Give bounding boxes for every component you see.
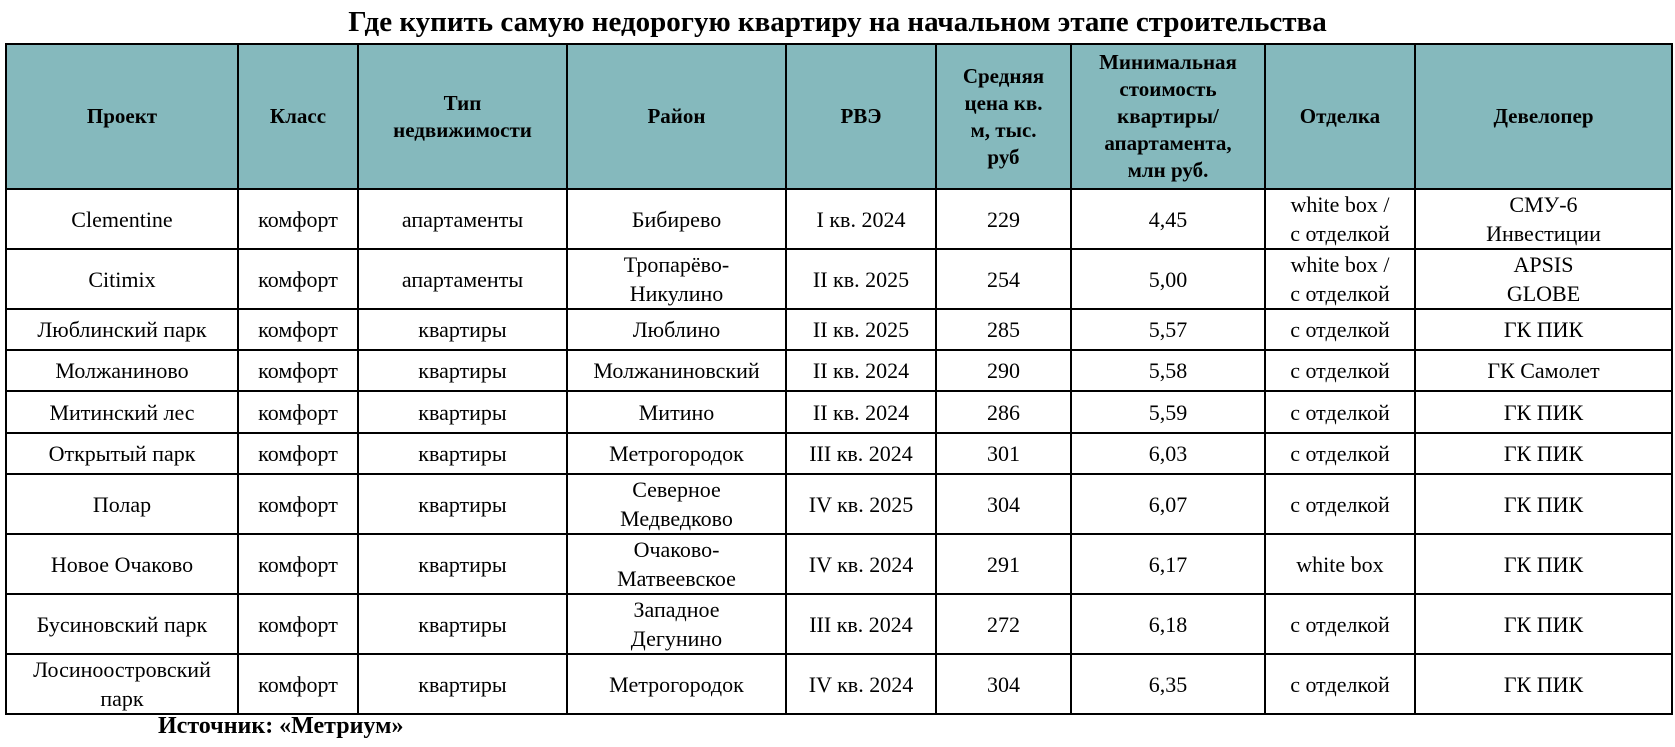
cell-finish [1265,474,1415,534]
cell-finish [1265,391,1415,433]
cell-line: с отделкой [1290,491,1390,517]
cell-type: апартаменты [358,189,567,249]
cell-line: Молжаниновский [593,358,760,383]
cell-line: Новое Очаково [50,551,194,577]
cell-mincost: 5,57 [1071,309,1265,350]
cell-line: Бибирево [631,206,722,232]
cell-line: GLOBE [1506,281,1581,306]
cell-line: Матвеевское [617,566,736,591]
cell-price: 272 [936,594,1071,654]
cell-line: Митино [638,399,715,425]
cell-type: квартиры [358,433,567,474]
cell-project [6,189,238,249]
table-row [6,391,1672,433]
cell-price: 229 [936,189,1071,249]
cell-rve: II кв. 2025 [786,249,936,309]
cell-district [567,474,786,534]
header-type [358,44,567,189]
header-min-cost-line: апартамента, [1104,131,1232,155]
cell-district [567,654,786,714]
cell-class: комфорт [238,350,358,391]
cell-type: квартиры [358,594,567,654]
cell-mincost: 6,17 [1071,534,1265,594]
cell-line: Дегунино [630,626,723,651]
cell-line: Западное [633,597,720,622]
cell-line: парк [100,686,144,711]
cell-line: ГК ПИК [1503,317,1584,342]
cell-line: Citimix [88,266,156,292]
cell-type: квартиры [358,654,567,714]
cell-rve: II кв. 2024 [786,350,936,391]
table-header-row [6,44,1672,189]
cell-finish [1265,350,1415,391]
cell-line: ГК ПИК [1503,491,1584,517]
table-row [6,433,1672,474]
cell-line: APSIS [1513,252,1574,277]
cell-line: с отделкой [1290,221,1390,246]
table-row [6,534,1672,594]
cell-line: Метрогородок [609,671,744,697]
cell-class: комфорт [238,249,358,309]
cell-mincost: 6,07 [1071,474,1265,534]
cell-class: комфорт [238,594,358,654]
cell-mincost: 5,58 [1071,350,1265,391]
cell-district [567,433,786,474]
cell-type: квартиры [358,309,567,350]
cell-price: 301 [936,433,1071,474]
cell-line: с отделкой [1290,358,1390,383]
cell-class: комфорт [238,474,358,534]
table-row [6,474,1672,534]
cell-finish [1265,594,1415,654]
cell-class: комфорт [238,433,358,474]
cell-line: ГК ПИК [1503,551,1584,577]
cell-finish [1265,654,1415,714]
cell-line: Никулино [629,281,724,306]
cell-line: СМУ-6 [1509,192,1578,217]
header-price-line: цена кв. [964,90,1043,115]
table-body [6,189,1672,714]
cell-developer [1415,654,1672,714]
cell-rve: III кв. 2024 [786,433,936,474]
cell-line: Инвестиции [1486,221,1601,246]
cell-line: Clementine [71,206,173,232]
cell-project [6,474,238,534]
source-note: Источник: «Метриум» [158,713,404,739]
cell-line: Очаково- [633,537,720,562]
cell-line: Молжаниново [55,358,189,383]
cell-line: white box / [1290,252,1390,277]
cell-mincost: 4,45 [1071,189,1265,249]
cell-mincost: 5,00 [1071,249,1265,309]
cell-project [6,534,238,594]
cell-line: Медведково [620,506,733,531]
cell-line: с отделкой [1290,399,1390,425]
cell-price: 291 [936,534,1071,594]
cell-district [567,350,786,391]
cell-project [6,350,238,391]
table-row [6,654,1672,714]
header-type-line: Тип [443,90,482,115]
header-min-cost-line: млн руб. [1127,158,1209,182]
page-title: Где купить самую недорогую квартиру на начальном этапе строительства [348,6,1327,38]
cell-district [567,189,786,249]
cell-type: квартиры [358,534,567,594]
cell-district [567,534,786,594]
header-project: Проект [6,44,238,189]
cell-rve: III кв. 2024 [786,594,936,654]
cell-class: комфорт [238,189,358,249]
cell-rve: I кв. 2024 [786,189,936,249]
cell-line: Северное [632,477,721,502]
cell-rve: II кв. 2025 [786,309,936,350]
data-table [5,43,1673,715]
cell-developer [1415,189,1672,249]
cell-rve: IV кв. 2024 [786,654,936,714]
cell-price: 285 [936,309,1071,350]
cell-line: ГК ПИК [1503,399,1584,425]
cell-mincost: 6,03 [1071,433,1265,474]
cell-mincost: 6,35 [1071,654,1265,714]
cell-project [6,249,238,309]
cell-line: white box / [1290,192,1390,217]
cell-price: 254 [936,249,1071,309]
cell-type: квартиры [358,391,567,433]
cell-line: white box [1296,551,1384,577]
header-price-line: руб [987,144,1020,169]
cell-district [567,391,786,433]
header-price-line: м, тыс. [970,117,1037,142]
cell-line: с отделкой [1290,281,1390,306]
cell-developer [1415,309,1672,350]
cell-rve: II кв. 2024 [786,391,936,433]
cell-developer [1415,433,1672,474]
header-price-line: Средняя [962,63,1045,88]
cell-class: комфорт [238,534,358,594]
cell-developer [1415,534,1672,594]
cell-project [6,309,238,350]
table-row [6,309,1672,350]
header-price [936,44,1071,189]
cell-line: Открытый парк [48,441,196,466]
header-class: Класс [238,44,358,189]
cell-class: комфорт [238,391,358,433]
table-row [6,594,1672,654]
cell-line: с отделкой [1290,441,1390,466]
header-min-cost-line: Минимальная [1099,50,1237,74]
cell-project [6,654,238,714]
cell-line: Лосиноостровский [33,657,211,682]
cell-rve: IV кв. 2024 [786,534,936,594]
cell-district [567,309,786,350]
cell-district [567,594,786,654]
cell-price: 290 [936,350,1071,391]
header-rve: РВЭ [786,44,936,189]
cell-type: апартаменты [358,249,567,309]
cell-price: 286 [936,391,1071,433]
cell-line: Бусиновский парк [36,611,208,637]
cell-line: Тропарёво- [623,252,730,277]
cell-project [6,391,238,433]
cell-mincost: 5,59 [1071,391,1265,433]
header-finish: Отделка [1265,44,1415,189]
cell-type: квартиры [358,350,567,391]
header-min-cost-line: квартиры/ [1117,104,1219,128]
cell-line: ГК Самолет [1487,358,1600,383]
cell-type: квартиры [358,474,567,534]
cell-developer [1415,350,1672,391]
cell-line: Митинский лес [49,399,195,425]
cell-line: с отделкой [1290,611,1390,637]
cell-developer [1415,594,1672,654]
header-type-line: недвижимости [393,117,532,142]
header-min-cost-line: стоимость [1119,77,1217,101]
cell-finish [1265,249,1415,309]
cell-price: 304 [936,654,1071,714]
cell-finish [1265,309,1415,350]
cell-project [6,594,238,654]
cell-rve: IV кв. 2025 [786,474,936,534]
cell-line: Люблинский парк [37,317,207,342]
cell-mincost: 6,18 [1071,594,1265,654]
table-row [6,249,1672,309]
cell-line: Люблино [632,317,721,342]
cell-class: комфорт [238,309,358,350]
cell-class: комфорт [238,654,358,714]
header-developer: Девелопер [1415,44,1672,189]
cell-finish [1265,534,1415,594]
cell-developer [1415,391,1672,433]
cell-line: с отделкой [1290,317,1390,342]
cell-price: 304 [936,474,1071,534]
header-district: Район [567,44,786,189]
cell-district [567,249,786,309]
cell-finish [1265,189,1415,249]
cell-developer [1415,474,1672,534]
table-row [6,350,1672,391]
cell-line: с отделкой [1290,671,1390,697]
cell-developer [1415,249,1672,309]
cell-line: Полар [92,491,152,517]
table-row [6,189,1672,249]
cell-project [6,433,238,474]
cell-line: ГК ПИК [1503,441,1584,466]
cell-line: ГК ПИК [1503,611,1584,637]
header-min-cost [1071,44,1265,189]
cell-finish [1265,433,1415,474]
cell-line: Метрогородок [609,441,744,466]
cell-line: ГК ПИК [1503,671,1584,697]
